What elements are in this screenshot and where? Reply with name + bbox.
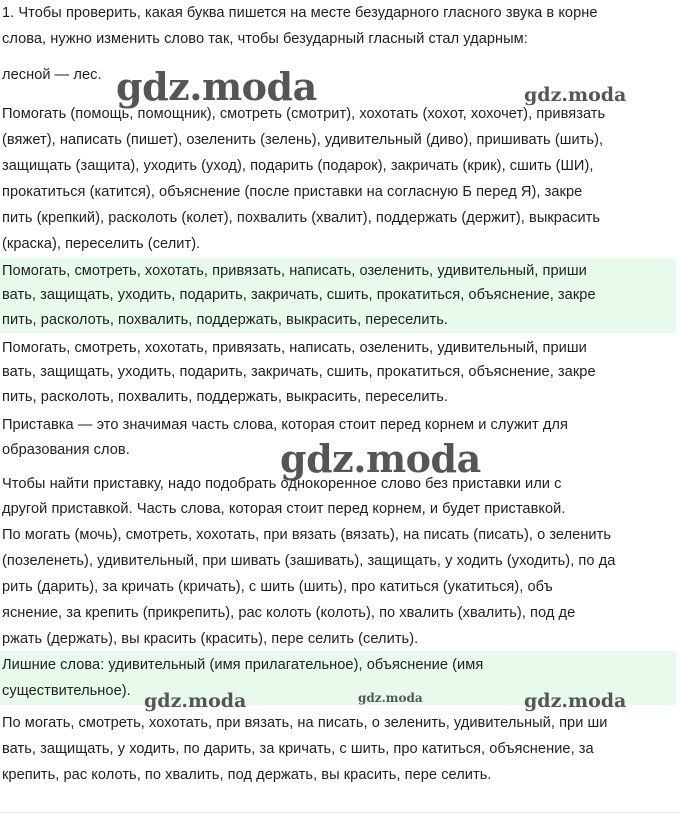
- watermark-logo: gdz.moda: [358, 691, 423, 705]
- section1-line: (краска), переселить (селит).: [2, 236, 201, 252]
- section-2: [0, 258, 676, 333]
- watermark-logo: gdz.moda: [144, 690, 247, 712]
- section4-line: Приставка — это значимая часть слова, которая стоит перед корнем и служит для: [2, 417, 568, 433]
- intro-line-1: 1. Чтобы проверить, какая буква пишется на месте безударного гласного звука в корне: [2, 5, 598, 21]
- section1-line: Помогать (помощь, помощник), смотреть (смотрит), хохотать (хохот, хохочет), привязать: [2, 106, 606, 122]
- section1-line: пить (крепкий), расколоть (колет), похвалить (хвалит), поддержать (держит), выкрасить: [2, 210, 601, 226]
- intro-line-2: слова, нужно изменить слово так, чтобы безударный гласный стал ударным:: [2, 31, 528, 47]
- section3-line: пить, расколоть, похвалить, поддержать, выкрасить, переселить.: [2, 389, 449, 405]
- watermark-logo: gdz.moda: [524, 690, 627, 712]
- section6-line: существительное).: [2, 683, 131, 699]
- section4-line: образования слов.: [2, 442, 130, 458]
- section3-line: вать, защищать, уходить, подарить, закричать, сшить, прокатиться, объяснение, закре: [2, 364, 596, 380]
- section5-line: яснение, за крепить (прикрепить), рас колоть (колоть), по хвалить (хвалить), под де: [2, 605, 576, 621]
- section6-line: вать, защищать, у ходить, по дарить, за кричать, с шить, про катиться, объяснение, за: [2, 741, 594, 757]
- section1-line: (вяжет), написать (пишет), озеленить (зелень), удивительный (диво), пришивать (шить),: [2, 132, 604, 148]
- watermark-logo: gdz.moda: [524, 84, 627, 106]
- section3-line: Помогать, смотреть, хохотать, привязать, написать, озеленить, удивительный, приши: [2, 340, 587, 356]
- watermark-logo: gdz.moda: [116, 64, 317, 109]
- section6-line: По могать, смотреть, хохотать, при вязать, на писать, о зеленить, удивительный, при ши: [2, 715, 608, 731]
- section5-line: По могать (мочь), смотреть, хохотать, при вязать (вязать), на писать (писать), о зеленить: [2, 527, 612, 543]
- section5-line: Чтобы найти приставку, надо подобрать однокоренное слово без приставки или с: [2, 476, 562, 492]
- section2-line: вать, защищать, уходить, подарить, закричать, сшить, прокатиться, объяснение, закре: [2, 287, 596, 303]
- section2-line: пить, расколоть, похвалить, поддержать, выкрасить, переселить.: [2, 312, 449, 328]
- section5-line: (позеленеть), удивительный, при шивать (зашивать), защищать, у ходить (уходить), по да: [2, 553, 616, 569]
- example-line: лесной — лес.: [2, 67, 102, 83]
- bottom-divider: [0, 812, 680, 813]
- section6-line: Лишние слова: удивительный (имя прилагательное), объяснение (имя: [2, 657, 484, 673]
- section5-line: ржать (держать), вы красить (красить), пере селить (селить).: [2, 631, 419, 647]
- watermark-logo: gdz.moda: [280, 436, 481, 481]
- section1-line: прокатиться (катится), объяснение (после приставки на согласную Б перед Я), закре: [2, 184, 583, 200]
- section5-line: рить (дарить), за кричать (кричать), с шить (шить), про катиться (укатиться), объ: [2, 579, 553, 595]
- section5-line: другой приставкой. Часть слова, которая стоит перед корнем, и будет приставкой.: [2, 501, 566, 517]
- section1-line: защищать (защита), уходить (уход), подарить (подарок), закричать (крик), сшить (ШИ),: [2, 158, 594, 174]
- section2-line: Помогать, смотреть, хохотать, привязать, написать, озеленить, удивительный, приши: [2, 263, 587, 279]
- section6-line: крепить, рас колоть, по хвалить, под держать, вы красить, пере селить.: [2, 767, 492, 783]
